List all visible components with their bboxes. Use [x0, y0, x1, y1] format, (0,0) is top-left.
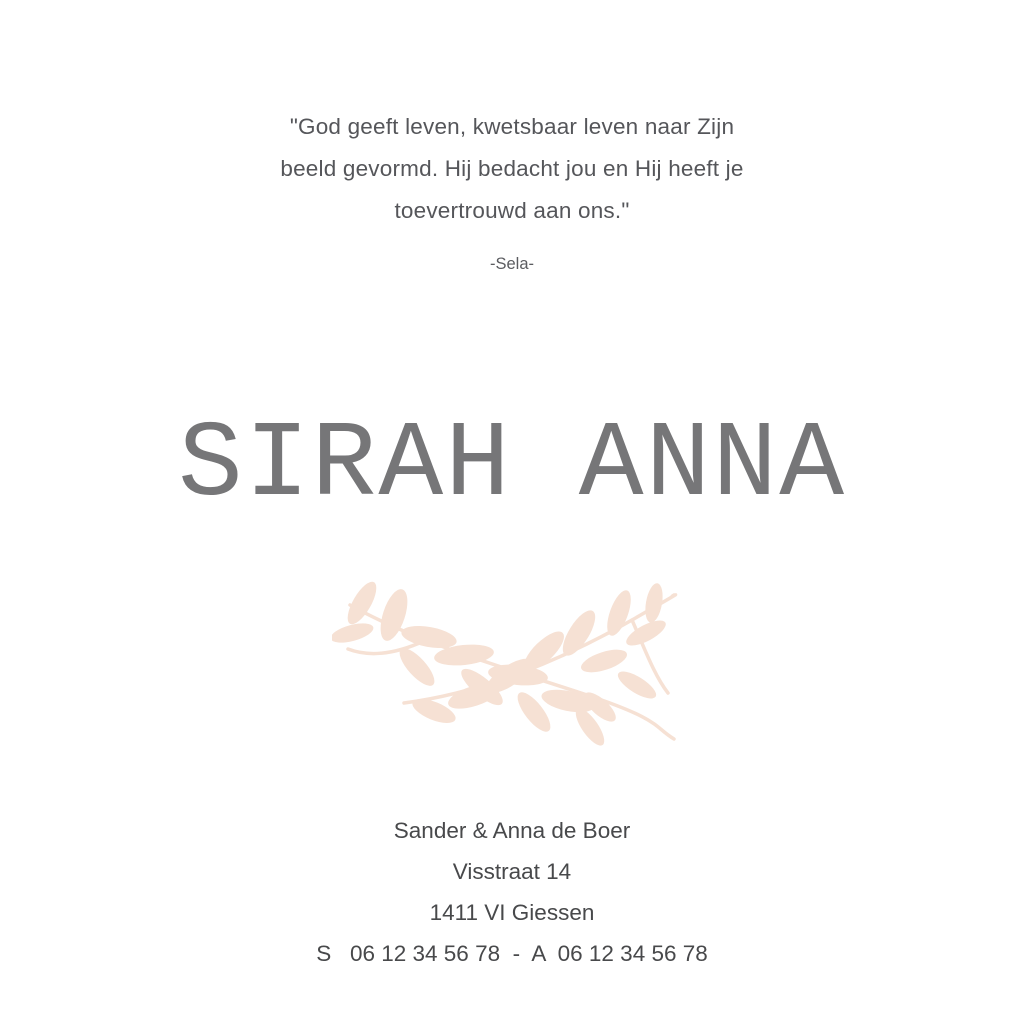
contact-phones: S 06 12 34 56 78 - A 06 12 34 56 78 — [316, 941, 708, 966]
quote-block — [0, 106, 1024, 274]
quote-attribution: -Sela- — [489, 255, 534, 273]
contact-street: Visstraat 14 — [452, 859, 572, 884]
quote-line-1: "God geeft leven, kwetsbaar leven naar Zijn — [289, 114, 735, 139]
contact-block — [0, 810, 1024, 974]
quote-line-3: toevertrouwd aan ons." — [394, 198, 630, 223]
quote-line-2: beeld gevormd. Hij bedacht jou en Hij heeft je — [280, 156, 744, 181]
contact-parents: Sander & Anna de Boer — [393, 818, 631, 843]
leaf-branch-icon — [332, 575, 684, 753]
baby-name: SIRAH ANNA — [177, 405, 847, 527]
contact-city: 1411 VI Giessen — [429, 900, 595, 925]
